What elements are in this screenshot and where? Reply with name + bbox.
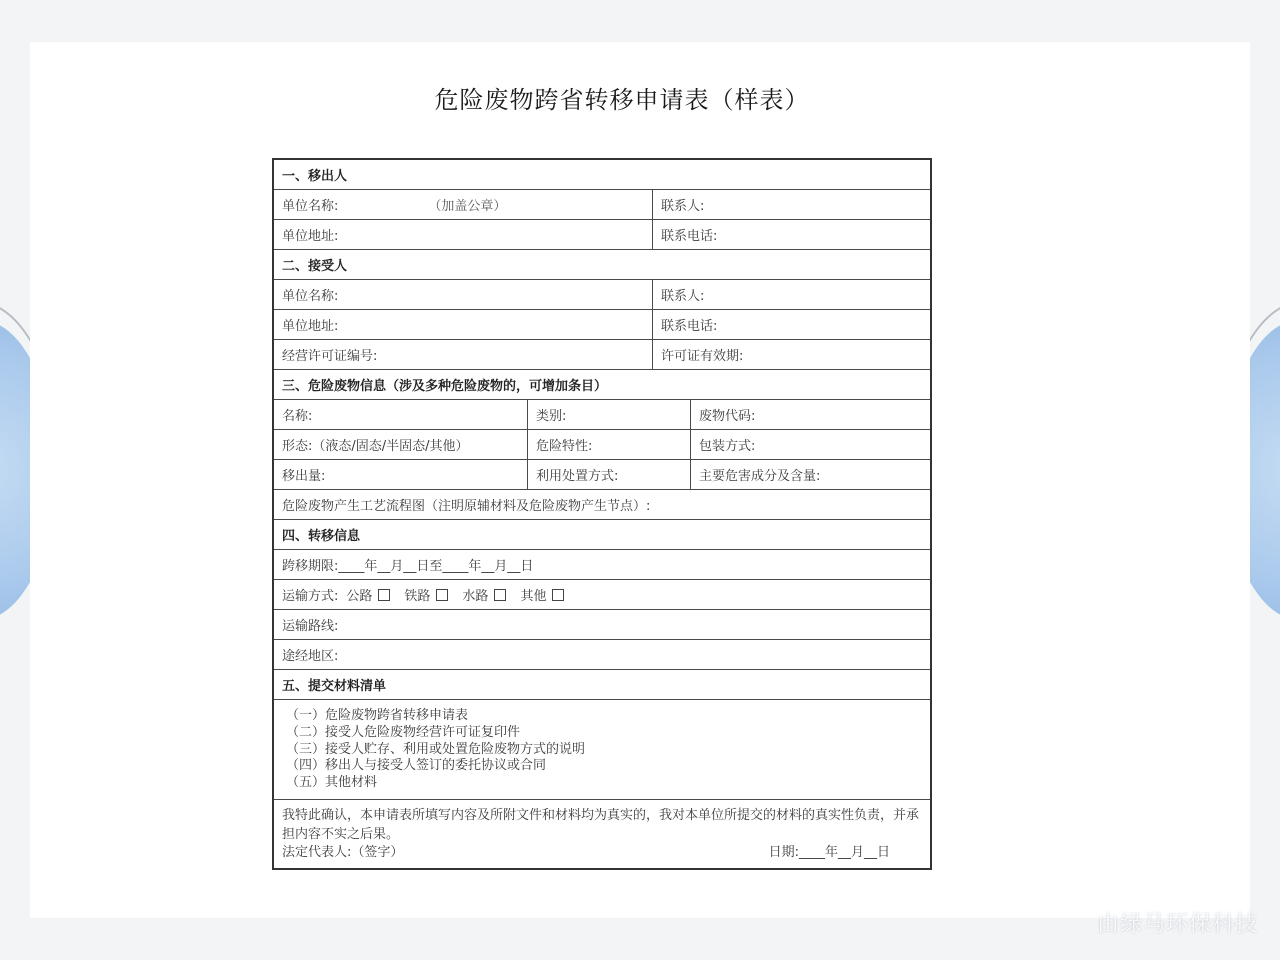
table-row <box>274 310 930 340</box>
table-row <box>274 580 930 610</box>
section-5-heading: 五、提交材料清单 <box>282 679 387 694</box>
via-regions-field[interactable]: 途经地区: <box>282 649 339 664</box>
section-header <box>274 520 930 550</box>
field-label: 运输方式: <box>282 589 339 604</box>
table-row <box>274 640 930 670</box>
table-row <box>274 550 930 580</box>
receiver-address-field[interactable]: 单位地址: <box>282 319 339 334</box>
table-row <box>274 610 930 640</box>
receiver-unit-name-field[interactable]: 单位名称: <box>282 289 339 304</box>
receiver-phone-field[interactable]: 联系电话: <box>652 310 930 339</box>
table-row <box>274 400 930 430</box>
mover-contact-field[interactable]: 联系人: <box>652 190 930 219</box>
license-number-field[interactable]: 经营许可证编号: <box>282 349 378 364</box>
table-row <box>274 190 930 220</box>
section-header <box>274 670 930 700</box>
packaging-field[interactable]: 包装方式: <box>690 430 930 459</box>
materials-list <box>274 700 930 800</box>
rail-option-label: 铁路 <box>404 589 431 604</box>
mover-phone-field[interactable]: 联系电话: <box>652 220 930 249</box>
mover-unit-name-field[interactable] <box>274 190 652 219</box>
table-row <box>274 280 930 310</box>
section-4-heading: 四、转移信息 <box>282 529 361 544</box>
list-item: （二）接受人危险废物经营许可证复印件 <box>286 724 521 740</box>
road-checkbox[interactable] <box>378 589 390 601</box>
waste-name-field[interactable]: 名称: <box>282 409 313 424</box>
slide <box>30 42 1250 918</box>
field-label: 单位名称: <box>282 199 339 214</box>
transport-route-field[interactable]: 运输路线: <box>282 619 339 634</box>
water-option-label: 水路 <box>462 589 489 604</box>
mover-address-field[interactable]: 单位地址: <box>282 229 339 244</box>
section-2-heading: 二、接受人 <box>282 259 348 274</box>
hazard-property-field[interactable]: 危险特性: <box>527 430 690 459</box>
section-1-heading: 一、移出人 <box>282 169 348 184</box>
road-option-label: 公路 <box>346 589 373 604</box>
rail-checkbox[interactable] <box>436 589 448 601</box>
water-checkbox[interactable] <box>494 589 506 601</box>
transfer-amount-field[interactable]: 移出量: <box>282 469 326 484</box>
list-item: （四）移出人与接受人签订的委托协议或合同 <box>286 758 547 774</box>
table-row <box>274 340 930 370</box>
document-title: 危险废物跨省转移申请表（样表） <box>434 86 810 114</box>
section-3-heading: 三、危险废物信息（涉及多种危险废物的，可增加条目） <box>282 379 608 394</box>
watermark: 由绿马环保科技 <box>1096 912 1258 937</box>
waste-category-field[interactable]: 类别: <box>527 400 690 429</box>
legal-rep-signature[interactable]: 法定代表人:（签字） <box>282 845 404 860</box>
receiver-contact-field[interactable]: 联系人: <box>652 280 930 309</box>
form-sheet <box>254 52 990 916</box>
license-validity-field[interactable]: 许可证有效期: <box>652 340 930 369</box>
table-row <box>274 430 930 460</box>
declaration-block <box>274 800 930 868</box>
list-item: （三）接受人贮存、利用或处置危险废物方式的说明 <box>286 741 586 757</box>
application-form <box>272 158 932 870</box>
other-option-label: 其他 <box>520 589 547 604</box>
transfer-period-field[interactable]: 跨移期限:____年__月__日至____年__月__日 <box>282 559 534 574</box>
hazard-components-field[interactable]: 主要危害成分及含量: <box>690 460 930 489</box>
list-item: （五）其他材料 <box>286 775 378 790</box>
table-row <box>274 220 930 250</box>
field-hint: （加盖公章） <box>428 199 507 214</box>
waste-code-field[interactable]: 废物代码: <box>690 400 930 429</box>
waste-form-field[interactable]: 形态:（液态/固态/半固态/其他） <box>282 439 469 454</box>
section-header <box>274 370 930 400</box>
section-header <box>274 160 930 190</box>
transport-method-field <box>274 580 930 609</box>
process-flow-field[interactable]: 危险废物产生工艺流程图（注明原辅材料及危险废物产生节点）: <box>282 499 651 514</box>
list-item: （一）危险废物跨省转移申请表 <box>286 708 469 723</box>
signature-date[interactable]: 日期:____年__月__日 <box>768 845 890 860</box>
table-row <box>274 460 930 490</box>
other-checkbox[interactable] <box>552 589 564 601</box>
declaration-text: 我特此确认，本申请表所填写内容及所附文件和材料均为真实的，我对本单位所提交的材料的真实性负责，并承担内容不实之后果。 <box>282 808 920 842</box>
disposal-method-field[interactable]: 利用处置方式: <box>527 460 690 489</box>
table-row <box>274 490 930 520</box>
section-header <box>274 250 930 280</box>
